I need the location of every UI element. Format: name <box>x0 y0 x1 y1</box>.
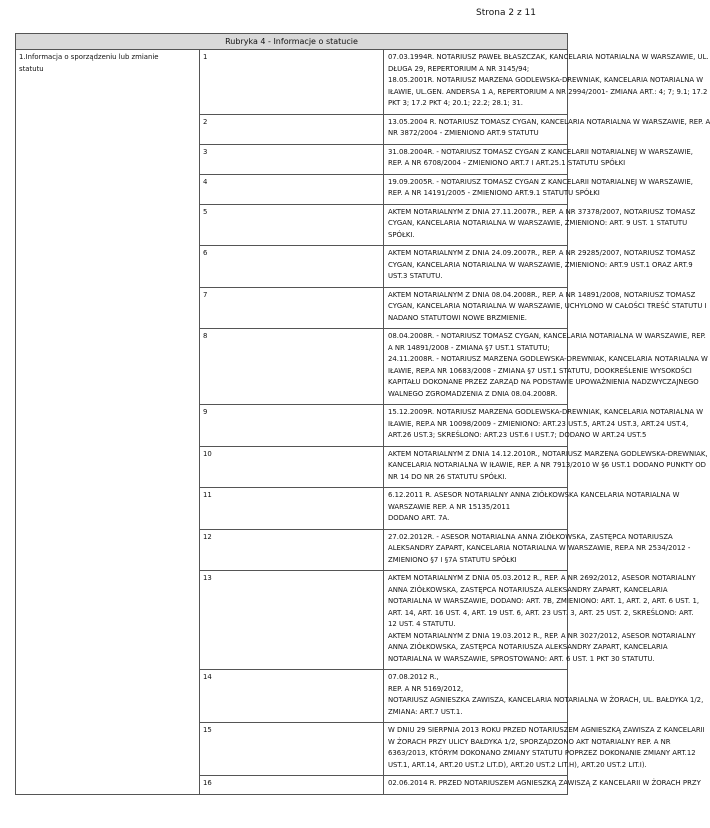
entry-line: AKTEM NOTARIALNYM Z DNIA 08.04.2008R., REP. A NR 14891/2008, NOTARIUSZ TOMASZ <box>388 290 696 299</box>
entry-text <box>384 246 696 288</box>
entry-line: 07.08.2012 R., <box>388 673 439 681</box>
entry-line: ALEKSANDRY ZAPART, KANCELARIA NOTARIALNA W WARSZAWIE, REP.A NR 2534/2012 - <box>388 544 691 552</box>
entry-text <box>384 670 704 723</box>
entry-line: W ŻORACH PRZY ULICY BAŁDYKA 1/2, SPORZĄDZONO AKT NOTARIALNY REP. A NR <box>388 737 671 746</box>
entry-line: 27.02.2012R. - ASESOR NOTARIALNA ANNA ZIÓŁKOWSKA, ZASTĘPCA NOTARIUSZA <box>388 532 673 541</box>
section-title: Rubryka 4 - Informacje o statucie <box>16 34 568 50</box>
entry-number: 12 <box>200 529 384 571</box>
entry-line: IŁAWIE, UL.GEN. ANDERSA 1 A, REPERTORIUM A NR 2994/2001- ZMIANA ART.: 4; 7; 9.1; 17.2 <box>388 87 708 96</box>
entry-text <box>384 723 705 776</box>
entry-number: 2 <box>200 114 384 144</box>
entry-text <box>384 529 691 571</box>
entry-text <box>384 114 710 144</box>
entry-line: NR 14 DO NR 26 STATUTU SPÓŁKI. <box>388 472 507 481</box>
entry-number: 13 <box>200 571 384 670</box>
entry-line: AKTEM NOTARIALNYM Z DNIA 27.11.2007R., REP. A NR 37378/2007, NOTARIUSZ TOMASZ <box>388 207 696 216</box>
entry-line: NOTARIUSZ AGNIESZKA ZAWISZA, KANCELARIA NOTARIALNA W ŻORACH, UL. BAŁDYKA 1/2, <box>388 696 704 704</box>
entry-line: AKTEM NOTARIALNYM Z DNIA 14.12.2010R., NOTARIUSZ MARZENA GODLEWSKA-DREWNIAK, <box>388 449 708 458</box>
section-label-line: statutu <box>19 64 44 73</box>
entry-number: 7 <box>200 287 384 329</box>
entry-line: WARSZAWIE REP. A NR 15135/2011 <box>388 502 511 511</box>
entry-line: UST.3 STATUTU. <box>388 272 443 280</box>
entry-line: 31.08.2004R. - NOTARIUSZ TOMASZ CYGAN Z KANCELARII NOTARIALNEJ W WARSZAWIE, <box>388 147 693 156</box>
entry-line: REP. A NR 5169/2012, <box>388 684 464 693</box>
entry-line: 15.12.2009R. NOTARIUSZ MARZENA GODLEWSKA-DREWNIAK, KANCELARIA NOTARIALNA W <box>388 408 704 416</box>
entry-line: DODANO ART. 7A. <box>388 514 450 522</box>
entry-line: KAPITAŁU DOKONANE PRZEZ ZARZĄD NA PODSTAWIE UPOWAŻNIENIA NADZWYCZAJNEGO <box>388 378 699 386</box>
entry-number: 1 <box>200 50 384 115</box>
entry-number: 15 <box>200 723 384 776</box>
entry-line: REP. A NR 6708/2004 - ZMIENIONO ART.7 I ART.25.1 STATUTU SPÓŁKI <box>388 159 626 167</box>
entry-number: 5 <box>200 204 384 246</box>
entry-text <box>384 776 701 795</box>
table-body <box>16 50 710 795</box>
entry-number: 3 <box>200 144 384 174</box>
entry-line: 13.05.2004 R. NOTARIUSZ TOMASZ CYGAN, KANCELARIA NOTARIALNA W WARSZAWIE, REP. A <box>388 117 710 126</box>
entry-line: ART.26 UST.3; SKREŚLONO: ART.23 UST.6 I UST.7; DODANO W ART.24 UST.5 <box>388 431 647 439</box>
entry-number: 14 <box>200 670 384 723</box>
section-label-line: 1.Informacja o sporządzeniu lub zmianie <box>19 53 159 61</box>
entry-line: 12 UST. 4 STATUTU. <box>388 620 456 628</box>
entry-line: UST.1, ART.14, ART.20 UST.2 LIT.D), ART.20 UST.2 LIT.H), ART.20 UST.2 LIT.I). <box>388 760 647 769</box>
entry-line: W DNIU 29 SIERPNIA 2013 ROKU PRZED NOTARIUSZEM AGNIESZKĄ ZAWISZA Z KANCELARII <box>388 726 705 734</box>
entry-text <box>384 174 693 204</box>
entry-line: AKTEM NOTARIALNYM Z DNIA 24.09.2007R., REP. A NR 29285/2007, NOTARIUSZ TOMASZ <box>388 249 696 257</box>
entry-line: REP. A NR 14191/2005 - ZMIENIONO ART.9.1 STATUTU SPÓŁKI <box>388 189 600 197</box>
entry-line: CYGAN, KANCELARIA NOTARIALNA W WARSZAWIE, UCHYLONO W CAŁOŚCI TREŚĆ STATUTU I <box>388 302 707 310</box>
entry-line: WALNEGO ZGROMADZENIA Z DNIA 08.04.2008R. <box>388 389 558 398</box>
entry-number: 4 <box>200 174 384 204</box>
entry-text <box>384 204 696 246</box>
section-label <box>16 50 200 795</box>
entry-line: NR 3872/2004 - ZMIENIONO ART.9 STATUTU <box>388 129 539 137</box>
entry-line: 07.03.1994R. NOTARIUSZ PAWEŁ BŁASZCZAK, KANCELARIA NOTARIALNA W WARSZAWIE, UL. <box>388 53 709 61</box>
entry-text <box>384 287 707 329</box>
page-number: Strona 2 z 11 <box>476 8 536 18</box>
entry-text <box>384 50 709 115</box>
entry-line: A NR 14891/2008 - ZMIANA §7 UST.1 STATUTU; <box>388 343 550 352</box>
entry-text <box>384 571 700 670</box>
table-row <box>16 50 568 115</box>
entry-text <box>384 329 708 405</box>
entry-line: 08.04.2008R. - NOTARIUSZ TOMASZ CYGAN, KANCELARIA NOTARIALNA W WARSZAWIE, REP. <box>388 332 706 340</box>
entry-line: CYGAN, KANCELARIA NOTARIALNA W WARSZAWIE, ZMIENIONO: ART.9 UST.1 ORAZ ART.9 <box>388 260 693 269</box>
entry-line: NADANO STATUTOWI NOWE BRZMIENIE. <box>388 313 527 322</box>
entry-line: ANNA ZIÓŁKOWSKA, ZASTĘPCA NOTARIUSZA ALEKSANDRY ZAPART, KANCELARIA <box>388 643 668 651</box>
entry-line: 6363/2013, KTÓRYM DOKONANO ZMIANY STATUTU POPRZEZ DOKONANIE ZMIANY ART.12 <box>388 749 696 757</box>
entry-line: NOTARIALNA W WARSZAWIE, SPROSTOWANO: ART. 6 UST. 1 PKT 30 STATUTU. <box>388 654 655 663</box>
entry-text <box>384 144 693 174</box>
entry-text <box>384 488 680 530</box>
entry-number: 8 <box>200 329 384 405</box>
entry-line: 18.05.2001R. NOTARIUSZ MARZENA GODLEWSKA-DREWNIAK, KANCELARIA NOTARIALNA W <box>388 76 704 84</box>
entry-number: 10 <box>200 446 384 488</box>
entry-line: ART. 14, ART. 16 UST. 4, ART. 19 UST. 6, ART. 23 UST. 3, ART. 25 UST. 2, SKREŚLONO: ART. <box>388 608 694 617</box>
entry-line: 6.12.2011 R. ASESOR NOTARIALNY ANNA ZIÓŁKOWSKA KANCELARIA NOTARIALNA W <box>388 491 680 499</box>
entry-number: 11 <box>200 488 384 530</box>
entry-line: NOTARIALNA W WARSZAWIE, DODANO: ART. 7B, ZMIENIONO: ART. 1, ART. 2, ART. 6 UST. 1, <box>388 597 700 605</box>
entry-number: 9 <box>200 405 384 447</box>
entry-number: 6 <box>200 246 384 288</box>
entry-line: 02.06.2014 R. PRZED NOTARIUSZEM AGNIESZKĄ ZAWISZĄ Z KANCELARII W ŻORACH PRZY <box>388 779 701 787</box>
entry-line: ANNA ZIÓŁKOWSKA, ZASTĘPCA NOTARIUSZA ALEKSANDRY ZAPART, KANCELARIA <box>388 585 668 594</box>
entry-line: IŁAWIE, REP.A NR 10098/2009 - ZMIENIONO: ART.23 UST.5, ART.24 UST.3, ART.24 UST.4, <box>388 419 689 428</box>
entry-line: ZMIANA: ART.7 UST.1. <box>388 707 463 716</box>
entry-text <box>384 446 708 488</box>
entry-line: AKTEM NOTARIALNYM Z DNIA 05.03.2012 R., REP. A NR 2692/2012, ASESOR NOTARIALNY <box>388 574 696 582</box>
entry-number: 16 <box>200 776 384 795</box>
entry-line: IŁAWIE, REP.A NR 10683/2008 - ZMIANA §7 UST.1 STATUTU, DOOKREŚLENIE WYSOKOŚCI <box>388 366 692 375</box>
entry-line: AKTEM NOTARIALNYM Z DNIA 19.03.2012 R., REP. A NR 3027/2012, ASESOR NOTARIALNY <box>388 631 696 640</box>
entry-line: 24.11.2008R. - NOTARIUSZ MARZENA GODLEWSKA-DREWNIAK, KANCELARIA NOTARIALNA W <box>388 355 708 363</box>
entry-line: PKT 3; 17.2 PKT 4; 20.1; 22.2; 28.1; 31. <box>388 99 523 107</box>
entry-line: CYGAN, KANCELARIA NOTARIALNA W WARSZAWIE, ZMIENIONO: ART. 9 UST. 1 STATUTU <box>388 219 688 227</box>
entry-line: ZMIENIONO §7 I §7A STATUTU SPÓŁKI <box>388 555 517 564</box>
entry-line: DŁUGA 29, REPERTORIUM A NR 3145/94; <box>388 64 530 73</box>
statute-info-table <box>15 33 710 795</box>
entry-line: SPÓŁKI. <box>388 230 415 239</box>
entry-text <box>384 405 704 447</box>
entry-line: KANCELARIA NOTARIALNA W IŁAWIE, REP. A NR 7913/2010 W §6 UST.1 DODANO PUNKTY OD <box>388 461 706 469</box>
entry-line: 19.09.2005R. - NOTARIUSZ TOMASZ CYGAN Z KANCELARII NOTARIALNEJ W WARSZAWIE, <box>388 177 693 186</box>
